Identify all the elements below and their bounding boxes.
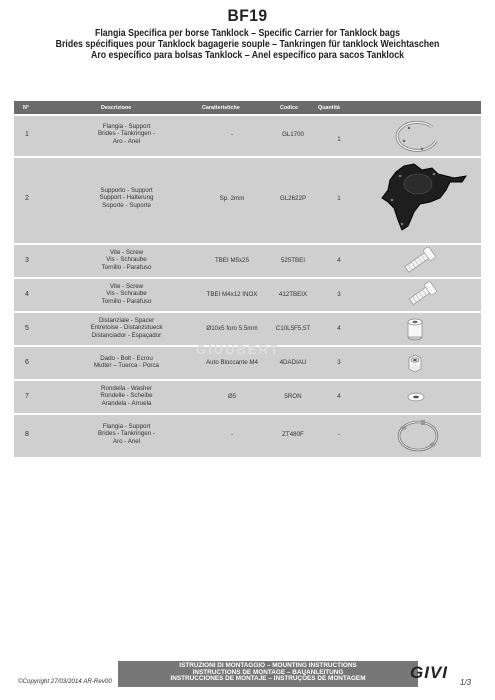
part-description: Vite - Screw Vis - Schraube Tornillo - Parafuso <box>101 249 152 271</box>
part-description: Distanziale - Spacer Entretoise - Distanzstueck Distanciador - Espaçador <box>90 317 163 339</box>
part-quantity: 4 <box>337 325 341 332</box>
givi-logo: GIVI <box>410 663 449 682</box>
part-characteristics: Sp. 2mm <box>219 195 245 202</box>
instructions-line: ISTRUZIONI DI MONTAGGIO – MOUNTING INSTRUCTIONS <box>179 662 357 669</box>
ring-clamp-icon <box>394 418 442 454</box>
part-characteristics: TBEI M4x12 INOX <box>206 291 258 298</box>
part-number: 1 <box>25 131 29 138</box>
part-code: GL2622P <box>279 195 307 202</box>
table-row <box>14 245 481 277</box>
instructions-line: INSTRUCCIONES DE MONTAJE – INSTRUÇÕES DE MONTAGEM <box>170 675 366 683</box>
part-code: ZT480F <box>282 431 304 438</box>
instructions-line: INSTRUCTIONS DE MONTAGE – BAUANLEITUNG <box>192 668 344 676</box>
table-row <box>14 313 481 345</box>
screw-icon <box>400 281 440 309</box>
nut-icon <box>404 352 426 374</box>
part-characteristics: Auto Bloccante M4 <box>206 359 258 366</box>
part-number: 6 <box>25 359 29 366</box>
part-code: 412TBEIX <box>278 291 308 298</box>
part-quantity: 3 <box>337 291 341 298</box>
page-number: 1/3 <box>460 678 472 687</box>
part-number: 5 <box>25 325 29 332</box>
header-code: Codice <box>280 105 298 111</box>
subtitle-block <box>0 28 495 61</box>
header-quantity: Quantità <box>318 105 340 111</box>
table-row <box>14 381 481 413</box>
subtitle-line: Flangia Specifica per borse Tanklock – Specific Carrier for Tanklock bags <box>95 28 400 39</box>
part-quantity: - <box>337 431 341 438</box>
part-quantity: 1 <box>337 136 341 143</box>
part-number: 8 <box>25 431 29 438</box>
part-characteristics: Ø5 <box>227 393 237 400</box>
header-number: N° <box>23 105 30 111</box>
table-row <box>14 116 481 156</box>
part-characteristics: - <box>230 131 234 138</box>
part-number: 3 <box>25 257 29 264</box>
watermark-text: GIUUBERT <box>196 342 280 357</box>
header-description: Descrizione <box>101 105 132 111</box>
part-description: Supporto - Support Support - Halterung Soporte - Suporte <box>99 187 154 209</box>
table-row <box>14 415 481 457</box>
screw-icon <box>398 247 438 275</box>
part-quantity: 1 <box>337 195 341 202</box>
part-description: Vite - Screw Vis - Schraube Tornillo - Parafuso <box>101 283 152 305</box>
part-characteristics: Ø10x5 foro 5.5mm <box>206 325 258 332</box>
part-number: 7 <box>25 393 29 400</box>
part-code: C10L5F5,5T <box>275 325 311 332</box>
tank-ring-icon <box>392 119 444 153</box>
part-code: 525TBEI <box>280 257 306 264</box>
table-row <box>14 158 481 243</box>
part-characteristics: - <box>230 431 234 438</box>
instructions-banner <box>118 661 418 687</box>
bracket-plate-icon <box>374 160 474 240</box>
part-description: Flangia - Support Brides - Tankringen - Aro - Anel <box>98 423 155 445</box>
part-description: Rondella - Washer Rondelle - Scheibe Arandela - Arruela <box>100 385 153 407</box>
spacer-icon <box>405 317 425 341</box>
subtitle-line: Aro específico para bolsas Tanklock – Anel específico para sacos Tanklock <box>91 50 404 61</box>
part-number: 4 <box>25 291 29 298</box>
subtitle-line: Brides spécifiques pour Tanklock bagagerie souple – Tankringen für tanklock Weichtaschen <box>55 39 440 50</box>
part-description: Dado - Bolt - Ecrou Mutter – Tuerca - Porca <box>94 355 159 370</box>
part-description: Flangia - Support Brides - Tankringen - Aro - Anel <box>98 123 155 145</box>
part-code: 4DADIAU <box>279 359 307 366</box>
table-row <box>14 279 481 311</box>
copyright-text: ©Copyright 27/03/2014 AR-Rev00 <box>18 678 112 685</box>
kit-code: BF19 <box>227 6 268 25</box>
header-characteristics: Caratteristiche <box>202 105 240 111</box>
page-footer <box>0 658 495 688</box>
part-quantity: 4 <box>337 393 341 400</box>
part-characteristics: TBEI M5x25 <box>214 257 250 264</box>
part-quantity: 3 <box>337 359 341 366</box>
part-code: 5RON <box>284 393 302 400</box>
washer-icon <box>406 390 426 404</box>
part-number: 2 <box>25 195 29 202</box>
part-quantity: 4 <box>337 257 341 264</box>
part-code: GL1700 <box>281 131 305 138</box>
table-header <box>14 101 481 114</box>
